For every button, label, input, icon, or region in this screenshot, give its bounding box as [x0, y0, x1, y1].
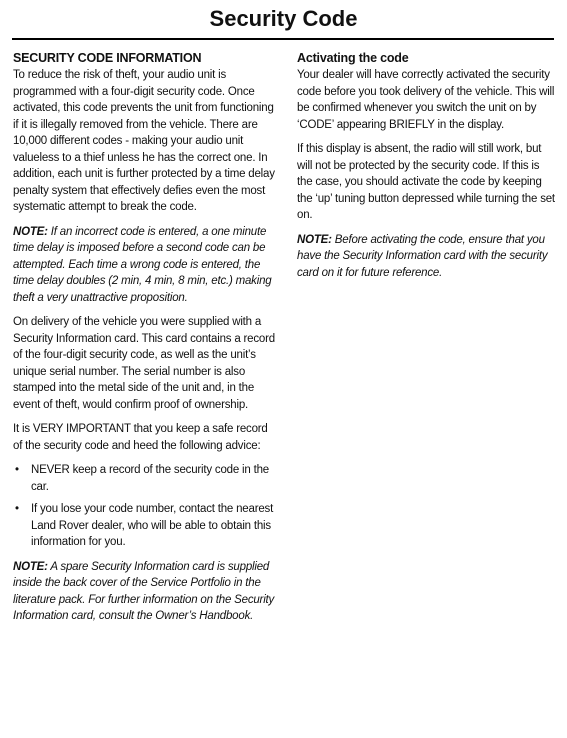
left-column — [13, 50, 275, 633]
note-text: If an incorrect code is entered, a one minute time delay is imposed before a second code can be attempted. Each time a wrong code is entered, the time delay doubles (2 min, 4 min, 8 min, etc.) making theft a very unattractive proposition. — [13, 225, 272, 304]
note-text: Before activating the code, ensure that you have the Security Information card with the security card on it for future reference. — [297, 233, 548, 279]
list-item-text: If you lose your code number, contact the nearest Land Rover dealer, who will be able to obtain this information for you. — [31, 503, 274, 548]
delivery-paragraph: On delivery of the vehicle you were supplied with a Security Information card. This card contains a record of the four-digit security code, as well as the unit’s unique serial number. The serial number is also stamped into the metal side of the unit and, in the event of theft, would confirm proof of ownership. — [13, 316, 275, 411]
advice-paragraph: It is VERY IMPORTANT that you keep a safe record of the security code and heed the following advice: — [13, 423, 268, 452]
right-column — [297, 50, 555, 289]
note-label: NOTE: — [297, 233, 332, 246]
note-time-delay — [13, 224, 275, 307]
activation-paragraph: Your dealer will have correctly activated the security code before you took delivery of the vehicle. This will be confirmed whenever you switch the unit on by ‘CODE’ appearing BRIEFLY in the display. — [297, 69, 555, 131]
bullet-icon: • — [15, 503, 19, 515]
title-divider — [12, 38, 554, 40]
list-item — [13, 462, 275, 495]
intro-paragraph: To reduce the risk of theft, your audio unit is programmed with a four-digit security code. Once activated, this code prevents the unit from functioning if it is illegally removed from the vehicle. There are 10,000 different codes - making your audio unit valueless to a thief unless he has the correct one. In addition, each unit is further protected by a time delay penalty system that effectively defies even the most systematic attempt to break the code. — [13, 69, 275, 213]
list-item — [13, 501, 275, 551]
section-heading-security-code-information: SECURITY CODE INFORMATION — [13, 51, 202, 65]
note-label: NOTE: — [13, 560, 48, 573]
advice-list — [13, 462, 275, 551]
section-heading-activating-the-code: Activating the code — [297, 51, 409, 65]
note-text: A spare Security Information card is supplied inside the back cover of the Service Portfolio in the literature pack. For further information on the Security Information card, consult the Owner’s Handbook. — [13, 560, 275, 622]
absent-display-paragraph: If this display is absent, the radio will still work, but will not be protected by the security code. If this is the case, you should activate the code by keeping the ‘up’ tuning button depressed while turning the set on. — [297, 143, 555, 221]
note-spare-card — [13, 559, 275, 625]
note-before-activating — [297, 232, 555, 282]
bullet-icon: • — [15, 464, 19, 476]
note-label: NOTE: — [13, 225, 48, 238]
page-title: Security Code — [209, 6, 358, 31]
list-item-text: NEVER keep a record of the security code in the car. — [31, 464, 269, 493]
